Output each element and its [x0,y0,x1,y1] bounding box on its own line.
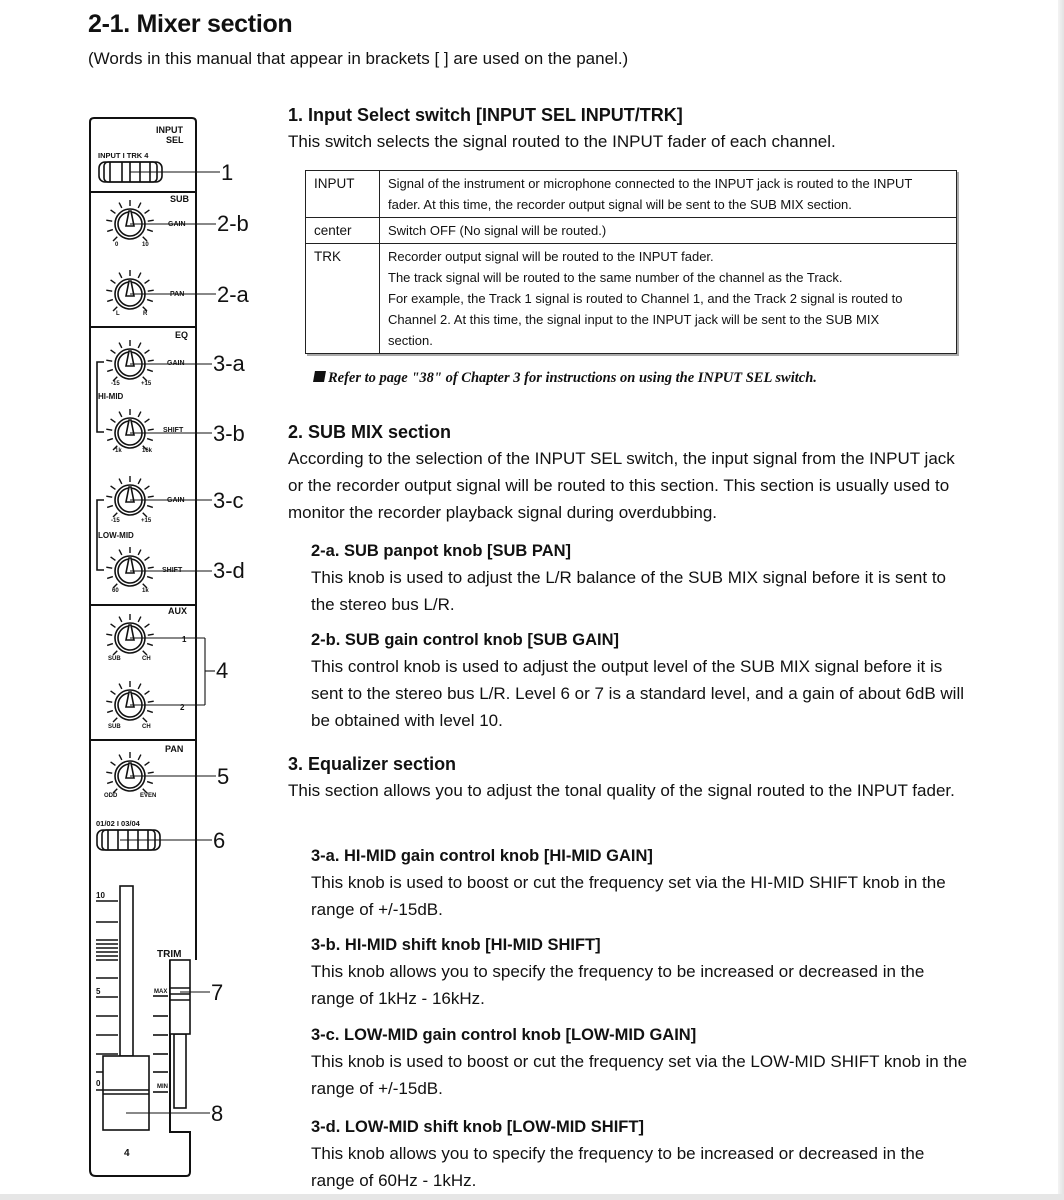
table-line: section. [388,333,433,348]
callout-3b: 3-b [213,421,245,446]
section-sub-pan [311,538,971,618]
channel-strip-diagram [0,0,280,1200]
aux2-min: SUB [108,724,121,730]
aux-label: AUX [168,606,188,616]
channel-fader-track[interactable] [120,886,133,1056]
channel-fader-knob[interactable] [103,1056,149,1130]
aux-1-label: 1 [182,635,187,644]
callout-6: 6 [213,828,226,853]
section-2b-heading: 2-b. SUB gain control knob [SUB GAIN] [311,631,619,649]
trim-knob[interactable] [170,960,190,1034]
himid-gain-max: +15 [141,381,152,387]
pan-min: ODD [104,793,118,799]
table-line: Recorder output signal will be routed to the INPUT fader. [388,249,714,264]
section-3-heading: 3. Equalizer section [288,754,457,774]
section-2a-body: This knob is used to adjust the L/R balance of the SUB MIX signal before it is sent to the stereo bus L/R. [311,568,947,614]
input-sel-label-2: SEL [166,135,184,145]
channel-number: 4 [124,1148,130,1159]
callout-1: 1 [221,160,234,185]
section-input-select [288,102,968,155]
table-line: For example, the Track 1 signal is routed to Channel 1, and the Track 2 signal is routed to [388,291,903,306]
input-sel-positions: INPUT I TRK 4 [98,151,149,160]
callout-4: 4 [216,658,229,683]
lowmid-label: LOW-MID [98,531,134,540]
lowmid-gain-label: GAIN [167,497,185,504]
input-sel-label-1: INPUT [156,125,183,135]
section-lowmid-gain [311,1022,971,1102]
sub-pan-label: PAN [170,291,185,298]
sub-pan-knob[interactable] [106,270,153,311]
table-line: Switch OFF (No signal will be routed.) [388,223,607,238]
reference-note [314,370,817,387]
bus-positions-label: 01/02 I 03/04 [96,819,140,828]
section-3a-heading: 3-a. HI-MID gain control knob [HI-MID GAIN] [311,847,653,865]
sub-pan-min: L [116,311,120,317]
himid-shift-label: SHIFT [163,427,184,434]
fader-scale-10: 10 [96,891,105,900]
sub-pan-max: R [143,311,148,317]
section-sub-gain [311,627,971,734]
table-line: The track signal will be routed to the same number of the channel as the Track. [388,270,843,285]
callout-3c: 3-c [213,488,244,513]
trim-label: TRIM [157,949,182,960]
callout-3a: 3-a [213,351,245,376]
himid-shift-knob[interactable] [106,409,153,450]
section-3c-body: This knob is used to boost or cut the frequency set via the LOW-MID SHIFT knob in the range of +/-15dB. [311,1052,968,1098]
himid-gain-knob[interactable] [106,340,153,381]
sub-label: SUB [170,194,190,204]
table-value [380,244,957,354]
section-3a-body: This knob is used to boost or cut the frequency set via the HI-MID SHIFT knob in the range of +/-15dB. [311,873,946,919]
sub-gain-knob[interactable] [106,200,153,241]
aux1-max: CH [142,656,151,662]
section-equalizer [288,751,968,804]
lowmid-shift-max: 1k [142,588,149,594]
lowmid-gain-knob[interactable] [106,476,153,517]
section-2a-heading: 2-a. SUB panpot knob [SUB PAN] [311,542,572,560]
table-key: TRK [306,244,380,354]
section-3d-body: This knob allows you to specify the frequency to be increased or decreased in the range of 60Hz - 1kHz. [311,1144,925,1190]
himid-gain-label: GAIN [167,360,185,367]
table-value [380,218,957,244]
section-3b-heading: 3-b. HI-MID shift knob [HI-MID SHIFT] [311,936,601,954]
aux1-min: SUB [108,656,121,662]
table-line: Channel 2. At this time, the signal input to the INPUT jack will be sent to the SUB MIX [388,312,880,327]
bullet-square-icon [313,371,326,382]
page-subtitle: (Words in this manual that appear in brackets [ ] are used on the panel.) [88,49,629,68]
callout-2b: 2-b [217,211,249,236]
lowmid-shift-knob[interactable] [106,547,153,588]
table-value [380,171,957,218]
page-edge-shadow [1058,0,1064,1200]
pan-max: EVEN [140,793,157,799]
lowmid-gain-min: -15 [111,518,120,524]
section-2b-body: This control knob is used to adjust the output level of the SUB MIX signal before it is sent to the stereo bus L/R. Level 6 or 7 is a standard level, and a gain of about 6dB will be obtained with level 10. [311,657,965,730]
table-row [306,244,957,354]
trim-max-label: MAX [154,989,168,995]
section-2-heading: 2. SUB MIX section [288,422,452,442]
fader-scale-5: 5 [96,987,101,996]
table-line: fader. At this time, the recorder output signal will be sent to the SUB MIX section. [388,197,852,212]
section-3d-heading: 3-d. LOW-MID shift knob [LOW-MID SHIFT] [311,1118,644,1136]
trim-min-label: MIN [157,1084,168,1090]
sub-gain-max: 10 [142,242,149,248]
section-1-body: This switch selects the signal routed to the INPUT fader of each channel. [288,132,836,151]
callout-2a: 2-a [217,282,249,307]
lowmid-shift-label: SHIFT [162,567,183,574]
himid-shift-max: 16k [142,448,153,454]
reference-note-text: Refer to page "38" of Chapter 3 for instructions on using the INPUT SEL switch. [328,370,817,386]
section-3-body: This section allows you to adjust the tonal quality of the signal routed to the INPUT fader. [288,781,955,800]
sub-gain-label: GAIN [168,221,186,228]
callout-3d: 3-d [213,558,245,583]
table-key: INPUT [306,171,380,218]
aux-2-label: 2 [180,703,185,712]
input-sel-table [305,170,957,354]
pan-knob[interactable] [106,752,153,793]
lowmid-shift-min: 60 [112,588,119,594]
section-lowmid-shift [311,1114,971,1194]
section-2-body: According to the selection of the INPUT SEL switch, the input signal from the INPUT jack or the recorder output signal will be routed to this section. This section is usually used to monitor the recorder playback signal during overdubbing. [288,449,955,522]
fader-scale-0: 0 [96,1079,101,1088]
eq-label: EQ [175,330,189,340]
lowmid-gain-max: +15 [141,518,152,524]
section-3c-heading: 3-c. LOW-MID gain control knob [LOW-MID GAIN] [311,1026,697,1044]
section-himid-shift [311,932,971,1012]
section-1-heading: 1. Input Select switch [INPUT SEL INPUT/TRK] [288,105,683,125]
section-himid-gain [311,843,971,923]
callout-8: 8 [211,1101,224,1126]
trim-scale [153,996,168,1092]
sub-gain-min: 0 [115,242,119,248]
table-row [306,171,957,218]
table-line: Signal of the instrument or microphone connected to the INPUT jack is routed to the INPUT [388,176,913,191]
section-3b-body: This knob allows you to specify the frequency to be increased or decreased in the range of 1kHz - 16kHz. [311,962,925,1008]
aux2-knob[interactable] [106,681,153,722]
trim-track[interactable] [174,1034,186,1108]
himid-label: HI-MID [98,392,124,401]
callout-5: 5 [217,764,230,789]
table-key: center [306,218,380,244]
himid-gain-min: -15 [111,381,120,387]
aux2-max: CH [142,724,151,730]
section-sub-mix [288,419,968,526]
page-title: 2-1. Mixer section [88,10,293,38]
table-row [306,218,957,244]
aux1-knob[interactable] [106,614,153,655]
himid-shift-min: 1k [115,448,122,454]
callout-7: 7 [211,980,224,1005]
pan-label: PAN [165,744,184,754]
